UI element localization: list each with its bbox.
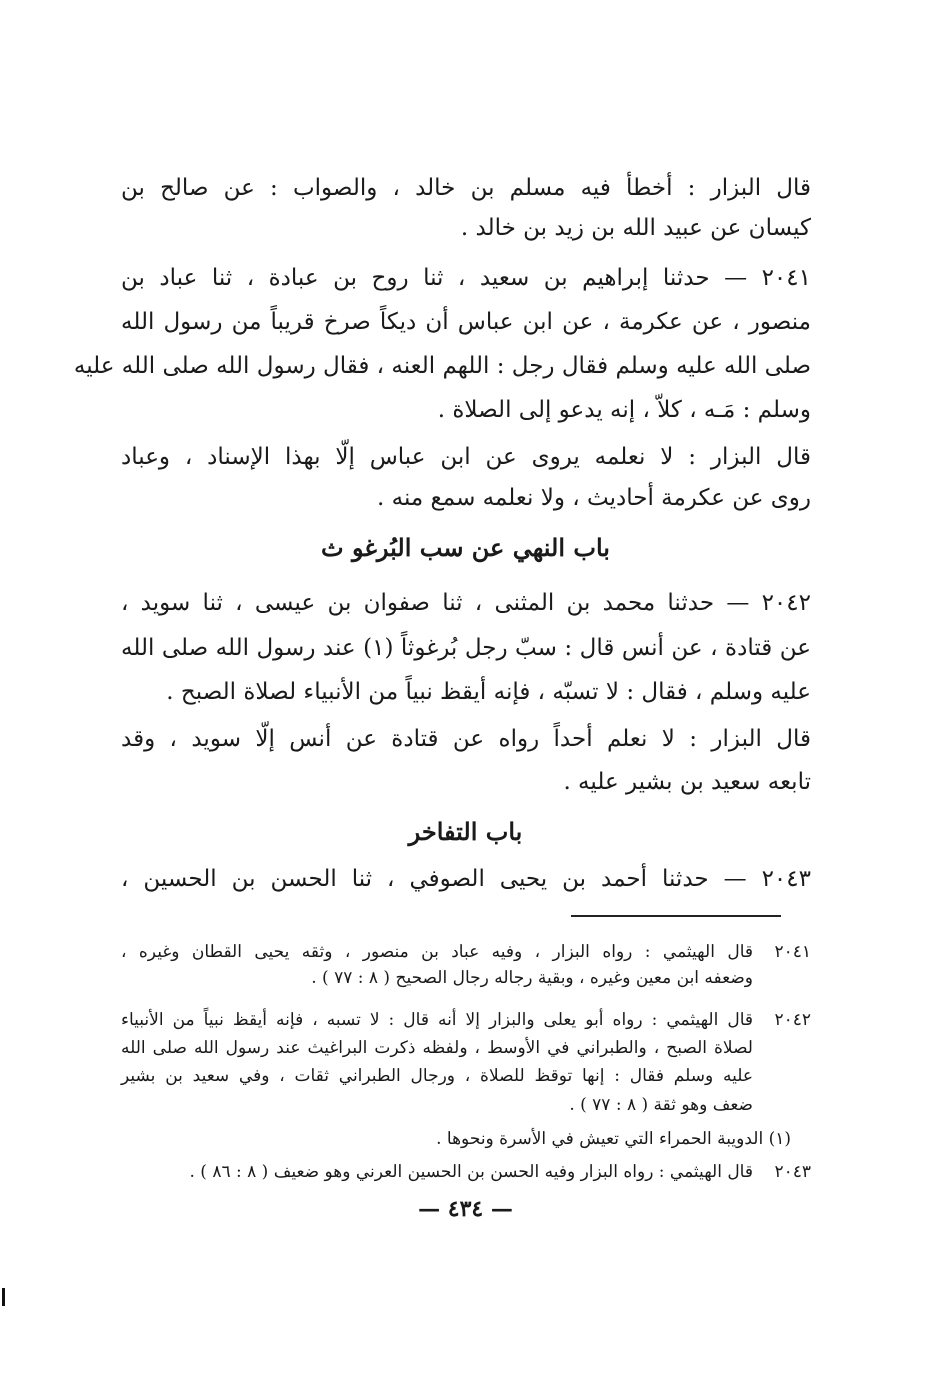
scan-edge-mark xyxy=(2,1288,5,1306)
footnote-line: وضعفه ابن معين وغيره ، وبقية رجاله رجال الصحيح ( ٨ : ٧٧ ) . xyxy=(311,968,753,988)
section-heading: باب التفاخر xyxy=(408,817,523,846)
section-heading: باب النهي عن سب البُرغو ث xyxy=(321,533,610,562)
text-line: عليه وسلم ، فقال : لا تسبّه ، فإنه أيقظ نبياً من الأنبياء لصلاة الصبح . xyxy=(166,679,811,705)
text-line: ٢٠٤١ — حدثنا إبراهيم بن سعيد ، ثنا روح بن عبادة ، ثنا عباد بن xyxy=(121,265,811,291)
text-line: تابعه سعيد بن بشير عليه . xyxy=(563,769,811,795)
text-line: كيسان عن عبيد الله بن زيد بن خالد . xyxy=(460,215,811,241)
page-number: — ٤٣٤ — xyxy=(418,1196,513,1222)
text-line: صلى الله عليه وسلم فقال رجل : اللهم العنه ، فقال رسول الله صلى الله عليه xyxy=(73,353,811,379)
text-line: روى عن عكرمة أحاديث ، ولا نعلمه سمع منه . xyxy=(377,485,811,511)
text-line: قال البزار : لا نعلم أحداً رواه عن قتادة عن أنس إلّا سويد ، وقد xyxy=(121,726,811,752)
footnote-number: ٢٠٤٣ xyxy=(774,1162,811,1182)
text-line: قال البزار : أخطأ فيه مسلم بن خالد ، والصواب : عن صالح بن xyxy=(121,175,811,201)
footnote-number: ٢٠٤١ xyxy=(774,942,811,962)
footnote-number: ٢٠٤٢ xyxy=(774,1010,811,1030)
footnote-line: عليه وسلم فقال : إنها توقظ للصلاة ، ورجال الطبراني ثقات ، وفي سعيد بن بشير xyxy=(121,1066,753,1086)
footnote-line: ضعف وهو ثقة ( ٨ : ٧٧ ) . xyxy=(569,1095,753,1115)
footnote-note: (١) الدويبة الحمراء التي تعيش في الأسرة ونحوها . xyxy=(436,1129,791,1149)
footnote-line: قال الهيثمي : رواه البزار وفيه الحسن بن الحسين العرني وهو ضعيف ( ٨ : ٨٦ ) . xyxy=(189,1162,753,1182)
text-line: ٢٠٤٢ — حدثنا محمد بن المثنى ، ثنا صفوان بن عيسى ، ثنا سويد ، xyxy=(121,590,811,616)
footnote-separator xyxy=(571,915,781,917)
text-line: قال البزار : لا نعلمه يروى عن ابن عباس إلّا بهذا الإسناد ، وعباد xyxy=(121,444,811,470)
footnote-line: قال الهيثمي : رواه أبو يعلى والبزار إلا أنه قال : لا تسبه ، فإنه أيقظ نبياً من الأنبياء xyxy=(121,1010,753,1030)
footnote-line: قال الهيثمي : رواه البزار ، وفيه عباد بن منصور ، وثقه يحيى القطان وغيره ، xyxy=(121,942,753,962)
text-line: عن قتادة ، عن أنس قال : سبّ رجل بُرغوثاً (١) عند رسول الله صلى الله xyxy=(121,635,811,661)
text-line: ٢٠٤٣ — حدثنا أحمد بن يحيى الصوفي ، ثنا الحسن بن الحسين ، xyxy=(121,866,811,892)
footnote-line: لصلاة الصبح ، والطبراني في الأوسط ، ولفظه ذكرت البراغيث عند رسول الله صلى الله xyxy=(121,1038,753,1058)
text-line: وسلم : مَـه ، كلاّ ، إنه يدعو إلى الصلاة . xyxy=(437,397,811,423)
text-line: منصور ، عن عكرمة ، عن ابن عباس أن ديكاً صرخ قريباً من رسول الله xyxy=(121,309,811,335)
